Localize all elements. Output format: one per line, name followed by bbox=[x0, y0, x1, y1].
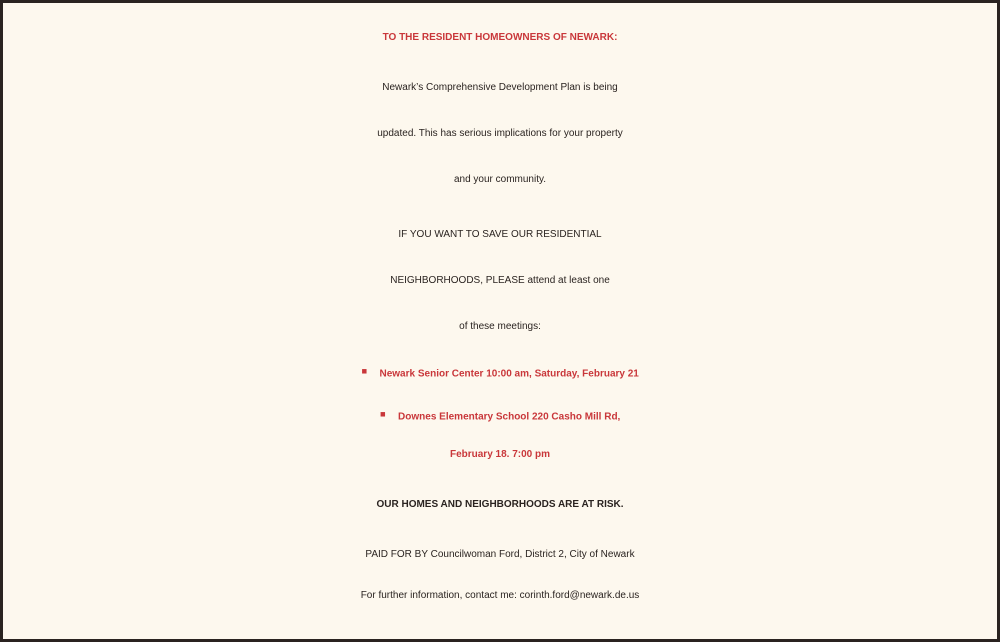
bullet-icon: ▪ bbox=[379, 404, 387, 424]
warning-text: OUR HOMES AND NEIGHBORHOODS ARE AT RISK. bbox=[376, 499, 624, 510]
meeting-date-downes-school: February 18. 7:00 pm bbox=[449, 449, 551, 460]
meeting-item-senior-center bbox=[3, 361, 997, 383]
intro-line-1: Newark’s Comprehensive Development Plan is being bbox=[382, 82, 618, 93]
intro-line-3: and your community. bbox=[453, 174, 547, 185]
paid-for-notice: PAID FOR BY Councilwoman Ford, District 2, City of Newark bbox=[365, 549, 635, 560]
bullet-icon: ▪ bbox=[361, 361, 368, 381]
appeal-line-3: of these meetings: bbox=[459, 321, 541, 332]
appeal-line-2: NEIGHBORHOODS, PLEASE attend at least one bbox=[390, 275, 610, 286]
meeting-text: Downes Elementary School 220 Casho Mill Rd, bbox=[398, 411, 621, 423]
meeting-item-downes-school bbox=[3, 404, 997, 426]
headline: TO THE RESIDENT HOMEOWNERS OF NEWARK: bbox=[382, 32, 618, 43]
intro-line-2: updated. This has serious implications for your property bbox=[377, 128, 623, 139]
contact-info: For further information, contact me: corinth.ford@newark.de.us bbox=[360, 590, 640, 601]
appeal-line-1: IF YOU WANT TO SAVE OUR RESIDENTIAL bbox=[398, 229, 602, 240]
meeting-text: Newark Senior Center 10:00 am, Saturday, February 21 bbox=[379, 368, 639, 380]
